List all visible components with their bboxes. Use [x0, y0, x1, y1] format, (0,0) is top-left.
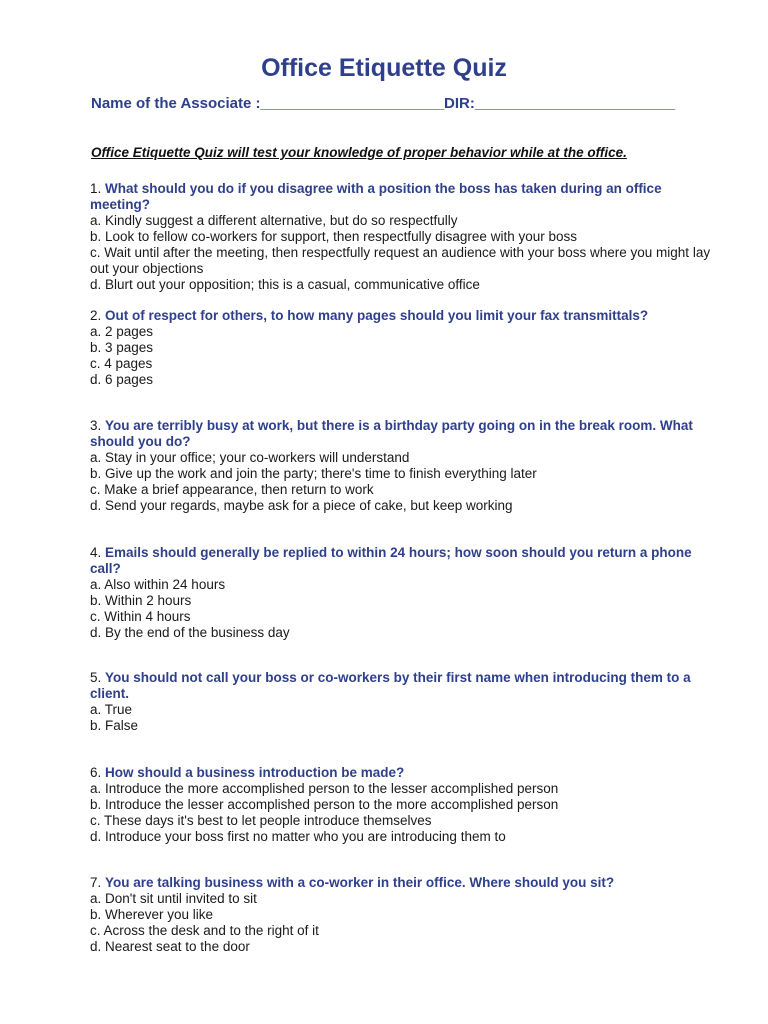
answer-option: a. Kindly suggest a different alternative, but do so respectfully — [90, 213, 458, 228]
answer-option: c. Across the desk and to the right of it — [90, 923, 319, 938]
answer-option: d. 6 pages — [90, 372, 154, 387]
question-number: 1. — [90, 181, 102, 196]
answer-option: b. Within 2 hours — [90, 593, 192, 608]
answer-option: a. Don't sit until invited to sit — [90, 891, 257, 906]
question-heading — [90, 670, 715, 702]
question-text: You are terribly busy at work, but there is a birthday party going on in the break room. What should you do? — [90, 418, 693, 449]
question-number: 2. — [90, 308, 102, 323]
question-5 — [90, 670, 715, 734]
question-3 — [90, 418, 715, 514]
answer-option: b. False — [90, 718, 139, 733]
answer-option: a. 2 pages — [90, 324, 154, 339]
answer-option: c. Make a brief appearance, then return to work — [90, 482, 374, 497]
question-number: 3. — [90, 418, 102, 433]
question-number: 7. — [90, 875, 102, 890]
question-heading — [90, 765, 715, 781]
associate-name-line: Name of the Associate :______________________DIR:________________________ — [91, 95, 676, 112]
answer-option: d. Send your regards, maybe ask for a piece of cake, but keep working — [90, 498, 513, 513]
answer-option: a. Stay in your office; your co-workers will understand — [90, 450, 410, 465]
question-text: Out of respect for others, to how many pages should you limit your fax transmittals? — [105, 308, 649, 323]
answer-option: b. Wherever you like — [90, 907, 214, 922]
question-text: What should you do if you disagree with a position the boss has taken during an office meeting? — [90, 181, 662, 212]
answer-option: d. Introduce your boss first no matter who you are introducing them to — [90, 829, 506, 844]
question-heading — [90, 875, 715, 891]
question-7 — [90, 875, 715, 955]
question-4 — [90, 545, 715, 641]
answer-option: d. By the end of the business day — [90, 625, 290, 640]
answer-option: c. These days it's best to let people introduce themselves — [90, 813, 432, 828]
question-text: Emails should generally be replied to within 24 hours; how soon should you return a phone call? — [90, 545, 692, 576]
question-heading — [90, 545, 715, 577]
quiz-intro: Office Etiquette Quiz will test your knowledge of proper behavior while at the office. — [91, 145, 627, 160]
answer-option: c. Within 4 hours — [90, 609, 191, 624]
question-number: 6. — [90, 765, 102, 780]
answer-option: b. Introduce the lesser accomplished person to the more accomplished person — [90, 797, 559, 812]
question-2 — [90, 308, 715, 388]
question-text: How should a business introduction be made? — [105, 765, 405, 780]
answer-option: a. True — [90, 702, 133, 717]
answer-option: d. Nearest seat to the door — [90, 939, 250, 954]
question-number: 4. — [90, 545, 102, 560]
question-6 — [90, 765, 715, 845]
question-heading — [90, 181, 715, 213]
answer-option: b. Look to fellow co-workers for support, then respectfully disagree with your boss — [90, 229, 577, 244]
question-heading — [90, 308, 715, 324]
answer-option: a. Also within 24 hours — [90, 577, 226, 592]
answer-option: c. 4 pages — [90, 356, 153, 371]
question-heading — [90, 418, 715, 450]
answer-option: b. Give up the work and join the party; there's time to finish everything later — [90, 466, 537, 481]
question-text: You are talking business with a co-worker in their office. Where should you sit? — [105, 875, 615, 890]
question-text: You should not call your boss or co-workers by their first name when introducing them to a client. — [90, 670, 691, 701]
answer-option: b. 3 pages — [90, 340, 154, 355]
answer-option: d. Blurt out your opposition; this is a casual, communicative office — [90, 277, 480, 292]
page-title: Office Etiquette Quiz — [261, 54, 507, 82]
answer-option: a. Introduce the more accomplished person to the lesser accomplished person — [90, 781, 559, 796]
answer-option: c. Wait until after the meeting, then respectfully request an audience with your boss where you might lay out your objections — [90, 245, 711, 276]
question-1 — [90, 181, 715, 293]
question-number: 5. — [90, 670, 102, 685]
